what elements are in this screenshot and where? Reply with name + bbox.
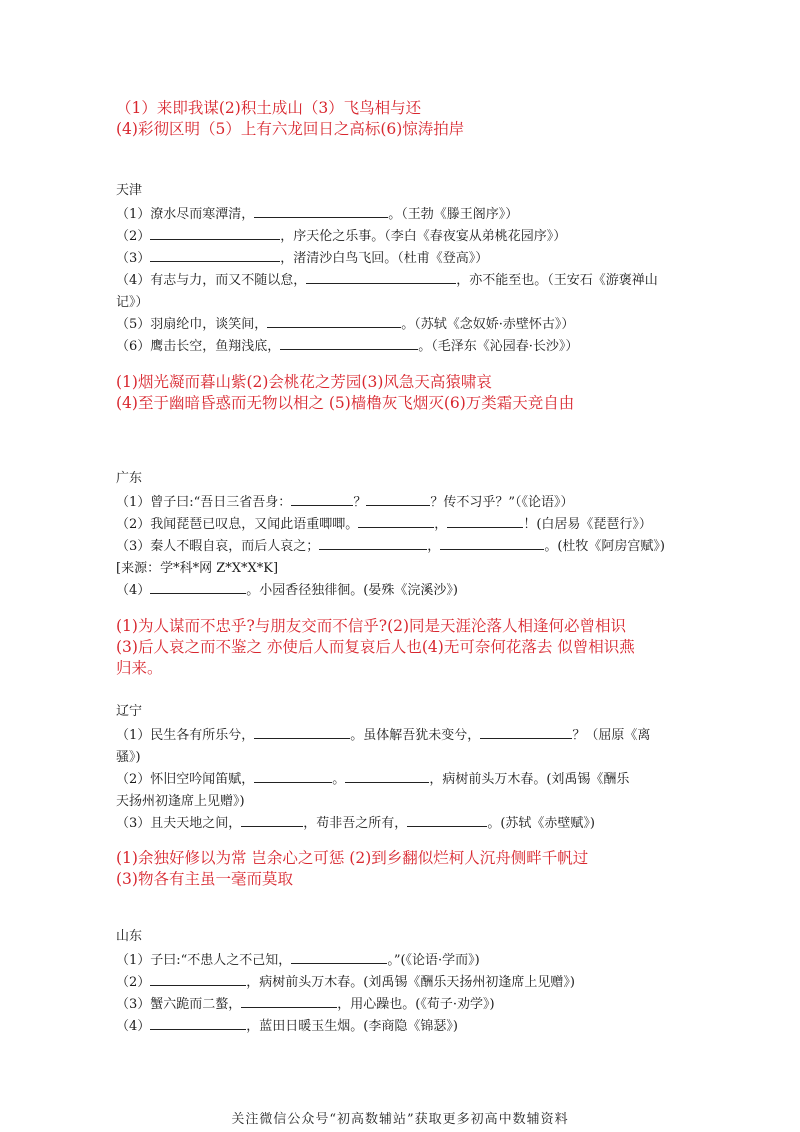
fill-blank[interactable] xyxy=(267,315,401,328)
fill-blank[interactable] xyxy=(345,770,429,783)
page-footer: 关注微信公众号“初高数辅站”获取更多初高中数辅资料 xyxy=(231,1112,569,1127)
fill-blank[interactable] xyxy=(291,951,387,964)
fill-blank[interactable] xyxy=(150,227,280,240)
question-line: （2）怀旧空吟闻笛赋， 。 ，病树前头万木春。(刘禹锡《酬乐 xyxy=(116,772,630,787)
answer-line: (1)余独好修以为常 岂余心之可惩 (2)到乡翻似烂柯人沉舟侧畔千帆过 xyxy=(116,849,589,867)
fill-blank[interactable] xyxy=(291,493,353,506)
fill-blank[interactable] xyxy=(366,493,430,506)
answer-line: (3)后人哀之而不鉴之 亦使后人而复哀后人也(4)无可奈何花落去 似曾相识燕 xyxy=(116,638,635,656)
question-line-continued: 记》） xyxy=(116,295,149,310)
fill-blank[interactable] xyxy=(150,581,246,594)
fill-blank[interactable] xyxy=(150,1017,246,1030)
section-shandong xyxy=(116,928,676,1038)
fill-blank[interactable] xyxy=(306,271,456,284)
region-title: 天津 xyxy=(116,183,143,198)
question-line: （2） ，病树前头万木春。(刘禹锡《酬乐天扬州初逢席上见赠》) xyxy=(116,975,575,990)
fill-blank[interactable] xyxy=(480,726,572,739)
question-line: （3）秦人不暇自哀，而后人哀之； ， 。(杜牧《阿房宫赋》) xyxy=(116,539,665,554)
question-line: （4） ，蓝田日暖玉生烟。(李商隐《锦瑟》) xyxy=(116,1019,458,1034)
fill-blank[interactable] xyxy=(150,973,246,986)
region-title: 辽宁 xyxy=(116,704,143,719)
question-line: （3）且夫天地之间， ，苟非吾之所有， 。(苏轼《赤壁赋》) xyxy=(116,816,595,831)
fill-blank[interactable] xyxy=(440,537,544,550)
question-line: （1）子曰:“不患人之不己知， 。”(《论语·学而》) xyxy=(116,953,480,968)
fill-blank[interactable] xyxy=(150,249,280,262)
answer-line: (1)烟光凝而暮山紫(2)会桃花之芳园(3)风急天高猿啸哀 xyxy=(116,373,492,391)
answer-block-first xyxy=(116,98,676,140)
fill-blank[interactable] xyxy=(254,205,388,218)
fill-blank[interactable] xyxy=(241,814,303,827)
question-line: （2） ，序天伦之乐事。（李白《春夜宴从弟桃花园序》） xyxy=(116,229,567,244)
question-line: （1）曾子曰:“吾日三省吾身： ？ ？传不习乎？”（《论语》） xyxy=(116,495,574,510)
question-line: （6）鹰击长空，鱼翔浅底， 。（毛泽东《沁园春·长沙》） xyxy=(116,339,579,354)
fill-blank[interactable] xyxy=(407,814,487,827)
answer-line: (4)至于幽暗昏惑而无物以相之 (5)樯橹灰飞烟灭(6)万类霜天竞自由 xyxy=(116,394,575,412)
answer-block-tianjin xyxy=(116,372,676,414)
answer-block-guangdong xyxy=(116,616,676,679)
fill-blank[interactable] xyxy=(254,770,332,783)
fill-blank[interactable] xyxy=(241,995,337,1008)
fill-blank[interactable] xyxy=(319,537,427,550)
question-line-continued: 天扬州初逢席上见赠》) xyxy=(116,794,245,809)
question-line: （3） ，渚清沙白鸟飞回。（杜甫《登高》） xyxy=(116,251,489,266)
question-line: （3）蟹六跪而二螯， ，用心躁也。(《荀子·劝学》) xyxy=(116,997,495,1012)
question-line: （2）我闻琵琶已叹息，又闻此语重唧唧。 ， ！(白居易《琵琶行》） xyxy=(116,517,652,532)
answer-line: (4)彩彻区明（5）上有六龙回日之高标(6)惊涛拍岸 xyxy=(116,120,465,138)
answer-line: 归来。 xyxy=(116,659,163,677)
region-title: 山东 xyxy=(116,929,143,944)
answer-line: (1)为人谋而不忠乎?与朋友交而不信乎?(2)同是天涯沦落人相逢何必曾相识 xyxy=(116,617,627,635)
fill-blank[interactable] xyxy=(280,337,418,350)
source-note: [来源：学*科*网 Z*X*X*K] xyxy=(116,561,279,576)
question-line: （1）潦水尽而寒潭清， 。（王勃《滕王阁序》） xyxy=(116,207,519,222)
answer-block-liaoning xyxy=(116,848,676,890)
section-liaoning xyxy=(116,703,676,835)
question-line: （4） 。小园香径独徘徊。(晏殊《浣溪沙》) xyxy=(116,583,458,598)
answer-line: （1）来即我谋(2)积土成山（3）飞鸟相与还 xyxy=(116,99,422,117)
region-title: 广东 xyxy=(116,471,143,486)
section-tianjin xyxy=(116,182,676,358)
question-line-continued: 骚》) xyxy=(116,750,141,765)
fill-blank[interactable] xyxy=(254,726,350,739)
answer-line: (3)物各有主虽一毫而莫取 xyxy=(116,870,293,888)
section-guangdong xyxy=(116,470,676,602)
question-line: （4）有志与力，而又不随以怠， ，亦不能至也。（王安石《游褒禅山 xyxy=(116,273,658,288)
fill-blank[interactable] xyxy=(358,515,434,528)
question-line: （5）羽扇纶巾，谈笑间， 。（苏轼《念奴娇·赤壁怀古》） xyxy=(116,317,575,332)
fill-blank[interactable] xyxy=(447,515,523,528)
question-line: （1）民生各有所乐兮， 。虽体解吾犹未变兮， ？（屈原《离 xyxy=(116,728,651,743)
